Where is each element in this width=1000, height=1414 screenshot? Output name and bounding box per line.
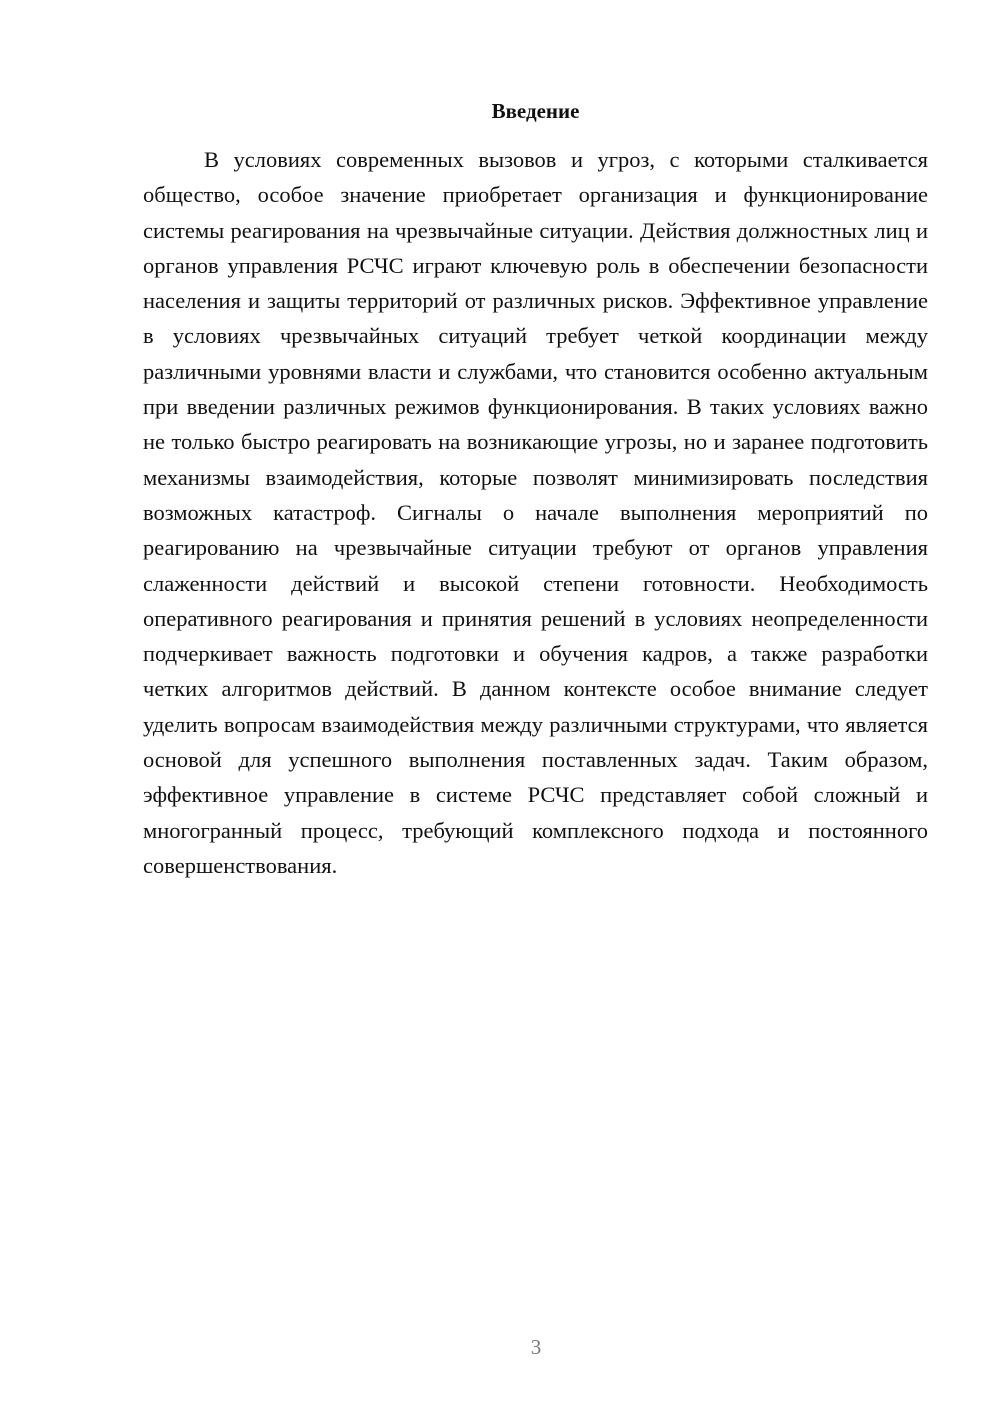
page-number: 3 xyxy=(530,1335,542,1359)
section-heading: Введение xyxy=(491,99,580,123)
intro-paragraph: В условиях современных вызовов и угроз, с которыми сталкивается общество, особое значение приобретает организация и функционирование системы реагирования на чрезвычайные ситуации. Действия должностных лиц и органов управления РСЧС играют ключевую роль в обеспечении безопасности населения и защиты территорий от различных рисков. Эффективное управление в условиях чрезвычайных ситуаций требует четкой координации между различными уровнями власти и службами, что становится особенно актуальным при введении различных режимов функционирования. В таких условиях важно не только быстро реагировать на возникающие угрозы, но и заранее подготовить механизмы взаимодействия, которые позволят минимизировать последствия возможных катастроф. Сигналы о начале выполнения мероприятий по реагированию на чрезвычайные ситуации требуют от органов управления слаженности действий и высокой степени готовности. Необходимость оперативного реагирования и принятия решений в условиях неопределенности подчеркивает важность подготовки и обучения кадров, а также разработки четких алгоритмов действий. В данном контексте особое внимание следует уделить вопросам взаимодействия между различными структурами, что является основой для успешного выполнения поставленных задач. Таким образом, эффективное управление в системе РСЧС представляет собой сложный и многогранный процесс, требующий комплексного подхода и постоянного совершенствования. xyxy=(143,147,928,878)
